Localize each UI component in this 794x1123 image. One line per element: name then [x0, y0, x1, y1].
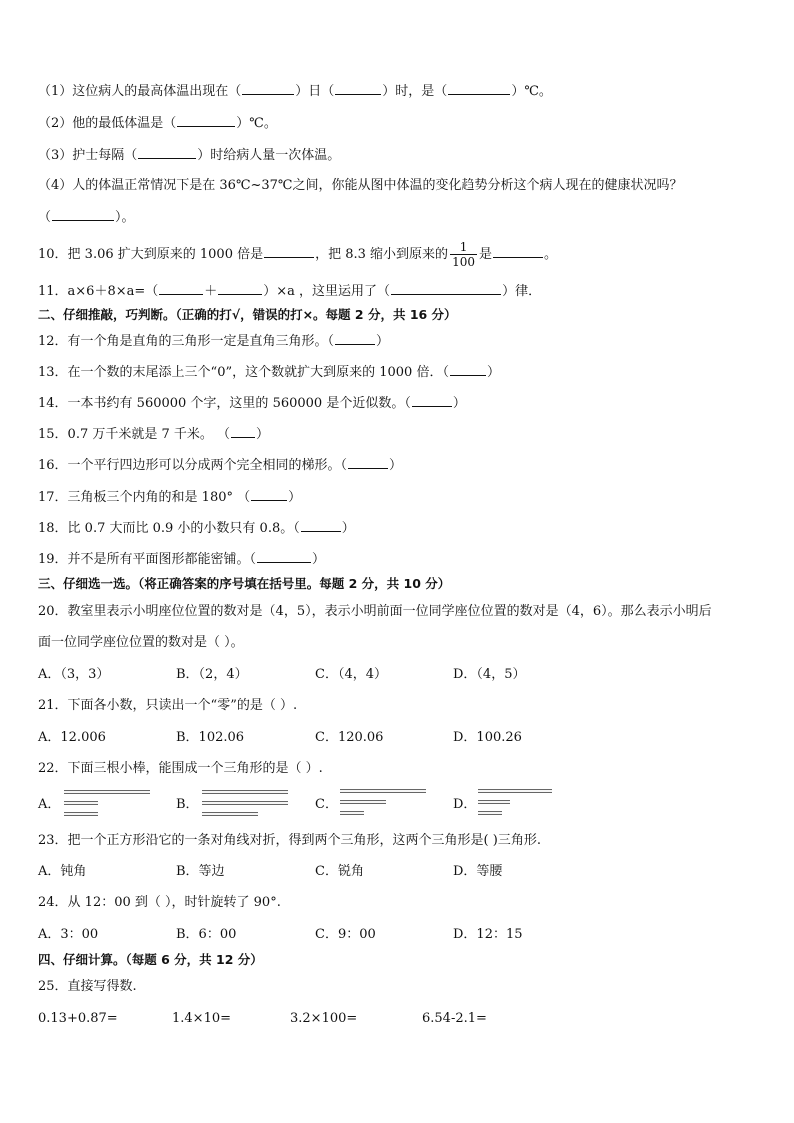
q21-option-a[interactable]: A．12.006 [38, 730, 106, 745]
q25-item-1: 0.13+0.87= [38, 1011, 118, 1026]
q22-option-d[interactable]: D． [453, 797, 477, 812]
q24-option-b[interactable]: B．6：00 [176, 927, 237, 942]
q23-option-c[interactable]: C．锐角 [315, 864, 364, 879]
q25-item-3: 3.2×100= [290, 1011, 358, 1026]
q25-question: 25．直接写得数. [38, 979, 137, 994]
answer-blank[interactable] [231, 425, 255, 438]
q20-option-c[interactable]: C．（4，4） [315, 667, 387, 682]
q23-option-a[interactable]: A．钝角 [38, 864, 87, 879]
q20-option-d[interactable]: D．（4，5） [453, 667, 526, 682]
stick-a-1 [64, 790, 150, 794]
answer-blank[interactable] [218, 282, 262, 295]
stick-b-3 [202, 812, 258, 816]
fraction-one-hundredth: $\frac{1}{100}$ [452, 240, 475, 269]
answer-blank[interactable] [52, 208, 114, 221]
answer-blank[interactable] [257, 550, 311, 563]
q22-option-b[interactable]: B． [176, 797, 199, 812]
answer-blank[interactable] [138, 146, 196, 159]
q20-line1: 20．教室里表示小明座位位置的数对是（4，5），表示小明前面一位同学座位位置的数对是（4，6）。那么表示小明后 [38, 604, 712, 619]
q9-part4: （4）人的体温正常情况下是在 36℃~37℃之间，你能从图中体温的变化趋势分析这个病人现在的健康状况吗？ [38, 178, 683, 193]
q17: 17．三角板三个内角的和是 180° （ ） [38, 490, 302, 505]
stick-a-2 [64, 801, 98, 805]
answer-blank[interactable] [493, 245, 543, 258]
answer-blank[interactable] [448, 82, 510, 95]
q19: 19．并不是所有平面图形都能密铺。（ ） [38, 552, 326, 567]
answer-blank[interactable] [335, 332, 375, 345]
q21-question: 21．下面各小数，只读出一个“零”的是（ ）. [38, 698, 298, 713]
q16: 16．一个平行四边形可以分成两个完全相同的梯形。（ ） [38, 458, 403, 473]
answer-blank[interactable] [251, 488, 287, 501]
q18: 18．比 0.7 大而比 0.9 小的小数只有 0.8。（ ） [38, 521, 355, 536]
answer-blank[interactable] [348, 456, 388, 469]
answer-blank[interactable] [391, 282, 501, 295]
stick-d-3 [478, 811, 502, 815]
q22-option-a[interactable]: A． [38, 797, 61, 812]
answer-blank[interactable] [412, 394, 452, 407]
stick-d-2 [478, 800, 510, 804]
answer-blank[interactable] [335, 82, 381, 95]
q23-option-d[interactable]: D．等腰 [453, 864, 503, 879]
q25-item-2: 1.4×10= [172, 1011, 232, 1026]
q10: 10．把 3.06 扩大到原来的 1000 倍是 ，把 8.3 缩小到原来的 $\frac{1}{100}$ 是 。 [38, 240, 557, 269]
q23-question: 23．把一个正方形沿它的一条对角线对折，得到两个三角形，这两个三角形是( )三角形. [38, 833, 541, 848]
q22-option-c[interactable]: C． [315, 797, 338, 812]
section-4-heading: 四、仔细计算。（每题 6 分，共 12 分） [38, 952, 263, 967]
answer-blank[interactable] [177, 114, 235, 127]
q13: 13．在一个数的末尾添上三个“0”，这个数就扩大到原来的 1000 倍．（ ） [38, 365, 500, 380]
stick-c-2 [340, 800, 386, 804]
q21-option-b[interactable]: B．102.06 [176, 730, 245, 745]
stick-b-1 [202, 790, 288, 794]
answer-blank[interactable] [264, 245, 314, 258]
q11: 11．a×6＋8×a=（ ＋ ）×a ，这里运用了（ ）律． [38, 284, 542, 299]
stick-a-3 [64, 812, 98, 816]
q24-option-c[interactable]: C．9：00 [315, 927, 376, 942]
q9-part2: （2）他的最低体温是（ ）℃。 [38, 116, 277, 131]
q9-part3: （3）护士每隔（ ）时给病人量一次体温。 [38, 148, 341, 163]
q20-line2: 面一位同学座位位置的数对是（ ）。 [38, 635, 244, 650]
answer-blank[interactable] [159, 282, 203, 295]
stick-c-3 [340, 811, 364, 815]
q24-option-d[interactable]: D．12：15 [453, 927, 523, 942]
q9-part4-answer: （ ）。 [38, 210, 135, 225]
q20-option-b[interactable]: B．（2，4） [176, 667, 248, 682]
section-3-heading: 三、仔细选一选。（将正确答案的序号填在括号里。每题 2 分，共 10 分） [38, 576, 451, 591]
section-2-heading: 二、仔细推敲，巧判断。（正确的打√，错误的打×。每题 2 分，共 16 分） [38, 307, 457, 322]
q21-option-c[interactable]: C．120.06 [315, 730, 384, 745]
stick-c-1 [340, 789, 426, 793]
q24-option-a[interactable]: A．3：00 [38, 927, 99, 942]
q12: 12．有一个角是直角的三角形一定是直角三角形。（ ） [38, 334, 390, 349]
q21-option-d[interactable]: D．100.26 [453, 730, 522, 745]
stick-d-1 [478, 789, 552, 793]
answer-blank[interactable] [301, 519, 341, 532]
q24-question: 24．从 12：00 到（ ），时针旋转了 90°. [38, 895, 281, 910]
q14: 14．一本书约有 560000 个字，这里的 560000 是个近似数。（ ） [38, 396, 466, 411]
answer-blank[interactable] [242, 82, 294, 95]
q15: 15．0.7 万千米就是 7 千米。 （ ） [38, 427, 270, 442]
q9-part1: （1）这位病人的最高体温出现在（ ）日（ ）时，是（ ）℃。 [38, 84, 552, 99]
q20-option-a[interactable]: A．（3，3） [38, 667, 110, 682]
answer-blank[interactable] [450, 363, 486, 376]
q22-question: 22．下面三根小棒，能围成一个三角形的是（ ）. [38, 761, 323, 776]
q25-item-4: 6.54-2.1= [422, 1011, 487, 1026]
stick-b-2 [202, 801, 288, 805]
q23-option-b[interactable]: B．等边 [176, 864, 225, 879]
